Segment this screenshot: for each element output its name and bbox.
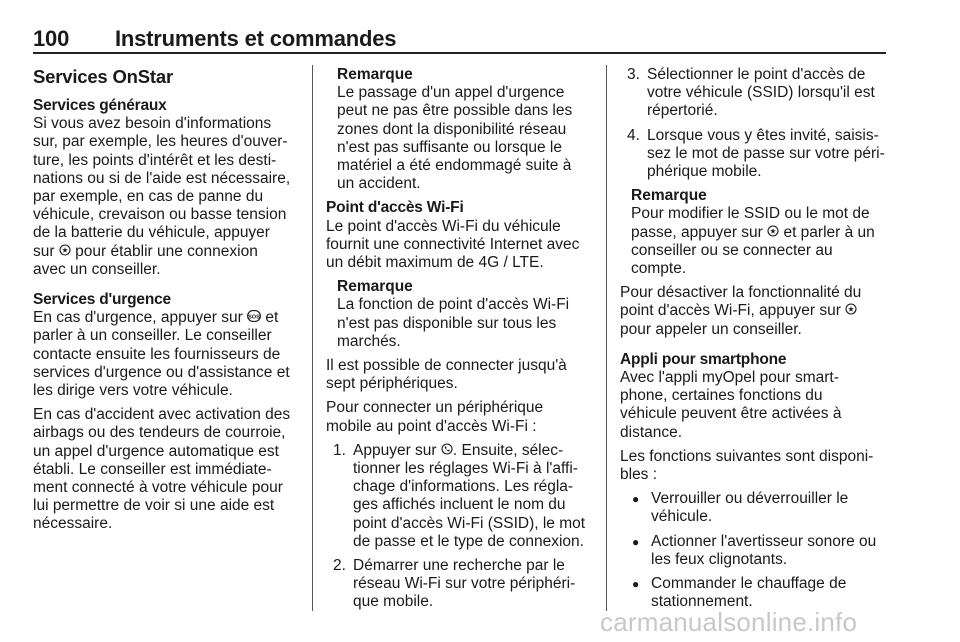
column-divider [606,65,607,611]
watermark-footer: carmanualsonline.info [600,607,858,637]
paragraph-urgence-2: En cas d'accident avec activation des airbags ou des tendeurs de courroie, un appel d'urgence automatique est établi. Le conseiller est immédiate- ment connecté à votre véhicule pour lui permettre de voir si une aide est nécessaire. [33,406,291,533]
column-3 [620,66,888,611]
header-rule [33,52,886,54]
section-title: Services OnStar [33,66,173,87]
functions-list [620,490,888,611]
paragraph-urgence-1: En cas d'urgence, appuyer sur SOS et parler à un conseiller. Le conseiller contacte ensuite les fournisseurs de services d'urgence ou d'assistance et les dirige vers votre véhicule. [33,309,290,400]
heading-services-urgence: Services d'urgence [33,291,171,309]
note-ssid-change: Remarque Pour modifier le SSID ou le mot de passe, appuyer sur et parler à un conseiller ou se connecter au compte. [631,187,875,278]
paragraph-wifi: Le point d'accès Wi-Fi du véhicule fournit une connectivité Internet avec un débit maximum de 4G / LTE. [326,217,580,272]
sos-button-icon [247,309,261,327]
heading-smartphone-app: Appli pour smartphone [620,350,787,368]
paragraph-deactivate-wifi: Pour désactiver la fonctionnalité du point d'accès Wi-Fi, appuyer sur pour appeler un conseiller. [620,284,862,338]
paragraph-connect-intro: Pour connecter un périphérique mobile au point d'accès Wi-Fi : [326,399,544,435]
paragraph-functions: Les fonctions suivantes sont disponi- bles : [620,447,874,484]
page-number: 100 [33,26,70,51]
list-item: 1. Appuyer sur . Ensuite, sélec- tionner les réglages Wi-Fi à l'affi- chage d'informations. Les régla- ges affichés incluent le nom du point d'accès Wi-Fi (SSID), le mot de passe et le type de connexion. [333,441,586,550]
note-wifi-availability: Remarque La fonction de point d'accès Wi-Fi n'est pas disponible sur tous les marchés. [337,278,570,350]
column-1 [33,66,301,534]
steps-list-continued [620,66,888,181]
column-divider [312,65,313,611]
note-emergency-call: Remarque Le passage d'un appel d'urgence peut ne pas être possible dans les zones dont la disponibilité réseau n'est pas suffisante ou lorsque le matériel a été endommagé suite à un accident. [337,66,573,193]
chapter-title: Instruments et commandes [115,26,397,51]
list-item: ● Commander le chauffage de stationnement. [632,575,847,611]
list-item: 4. Lorsque vous y êtes invité, saisis- sez le mot de passe sur votre péri- phérique mobile. [627,126,885,181]
heading-wifi-hotspot: Point d'accès Wi-Fi [326,199,464,217]
list-item: 3. Sélectionner le point d'accès de votre véhicule (SSID) lorsqu'il est répertorié. [627,66,875,120]
paragraph-smartphone: Avec l'appli myOpel pour smart- phone, certaines fonctions du véhicule peuvent être activées à distance. [620,369,842,441]
onstar-button-icon [59,243,71,261]
bullet-icon: ● [632,492,640,507]
list-item: 2. Démarrer une recherche par le réseau Wi-Fi sur votre périphéri- que mobile. [333,557,576,611]
bullet-icon: ● [632,577,640,592]
bullet-icon: ● [632,534,640,549]
column-2 [326,66,594,612]
onstar-button-icon [845,302,857,320]
page-header [33,26,886,53]
phone-button-icon [441,442,453,460]
list-item: ● Actionner l'avertisseur sonore ou les feux clignotants. [632,532,877,568]
paragraph-connect-devices: Il est possible de connecter jusqu'à sept périphériques. [326,357,567,393]
steps-list [326,442,594,612]
svg-text:SOS: SOS [248,314,260,321]
paragraph-services-generaux: Si vous avez besoin d'informations sur, par exemple, les heures d'ouver- ture, les points d'intérêt et les desti- nations ou si de l'aide est nécessaire, par exemple, en cas de panne du véhicule, crevaison ou basse tension de la batterie du véhicule, appuyer sur pour établir une connexion avec un conseiller. [33,115,291,278]
onstar-button-icon [767,224,779,242]
list-item: ● Verrouiller ou déverrouiller le véhicule. [632,490,849,526]
heading-services-generaux: Services généraux [33,97,167,114]
